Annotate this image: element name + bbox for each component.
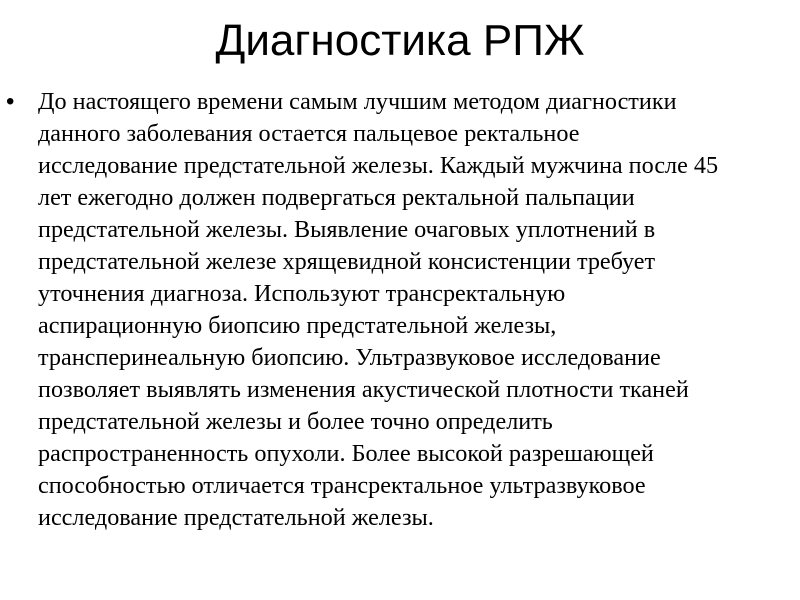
text-line: До настоящего времени самым лучшим методом диагностики: [38, 88, 677, 115]
text-line: данного заболевания остается пальцевое ректальное: [38, 120, 580, 147]
text-line: способностью отличается трансректальное ультразвуковое: [38, 472, 646, 499]
slide-title: Диагностика РПЖ: [215, 16, 585, 65]
bullet-item: [0, 86, 800, 534]
text-line: уточнения диагноза. Используют трансректальную: [38, 280, 566, 307]
text-line: предстательной железы и более точно определить: [38, 408, 553, 435]
text-line: аспирационную биопсию предстательной железы,: [38, 312, 557, 339]
bullet-icon: •: [6, 88, 15, 115]
text-line: исследование предстательной железы.: [38, 504, 434, 531]
text-line: предстательной железе хрящевидной консистенции требует: [38, 248, 656, 275]
text-line: распространенность опухоли. Более высокой разрешающей: [38, 440, 654, 467]
text-line: предстательной железы. Выявление очаговых уплотнений в: [38, 216, 656, 243]
bullet-list: [0, 86, 800, 534]
text-line: исследование предстательной железы. Каждый мужчина после 45: [38, 152, 719, 179]
text-line: трансперинеальную биопсию. Ультразвуковое исследование: [38, 344, 661, 371]
text-line: лет ежегодно должен подвергаться ректальной пальпации: [38, 184, 635, 211]
bullet-text: [38, 86, 790, 534]
text-line: позволяет выявлять изменения акустической плотности тканей: [38, 376, 689, 403]
